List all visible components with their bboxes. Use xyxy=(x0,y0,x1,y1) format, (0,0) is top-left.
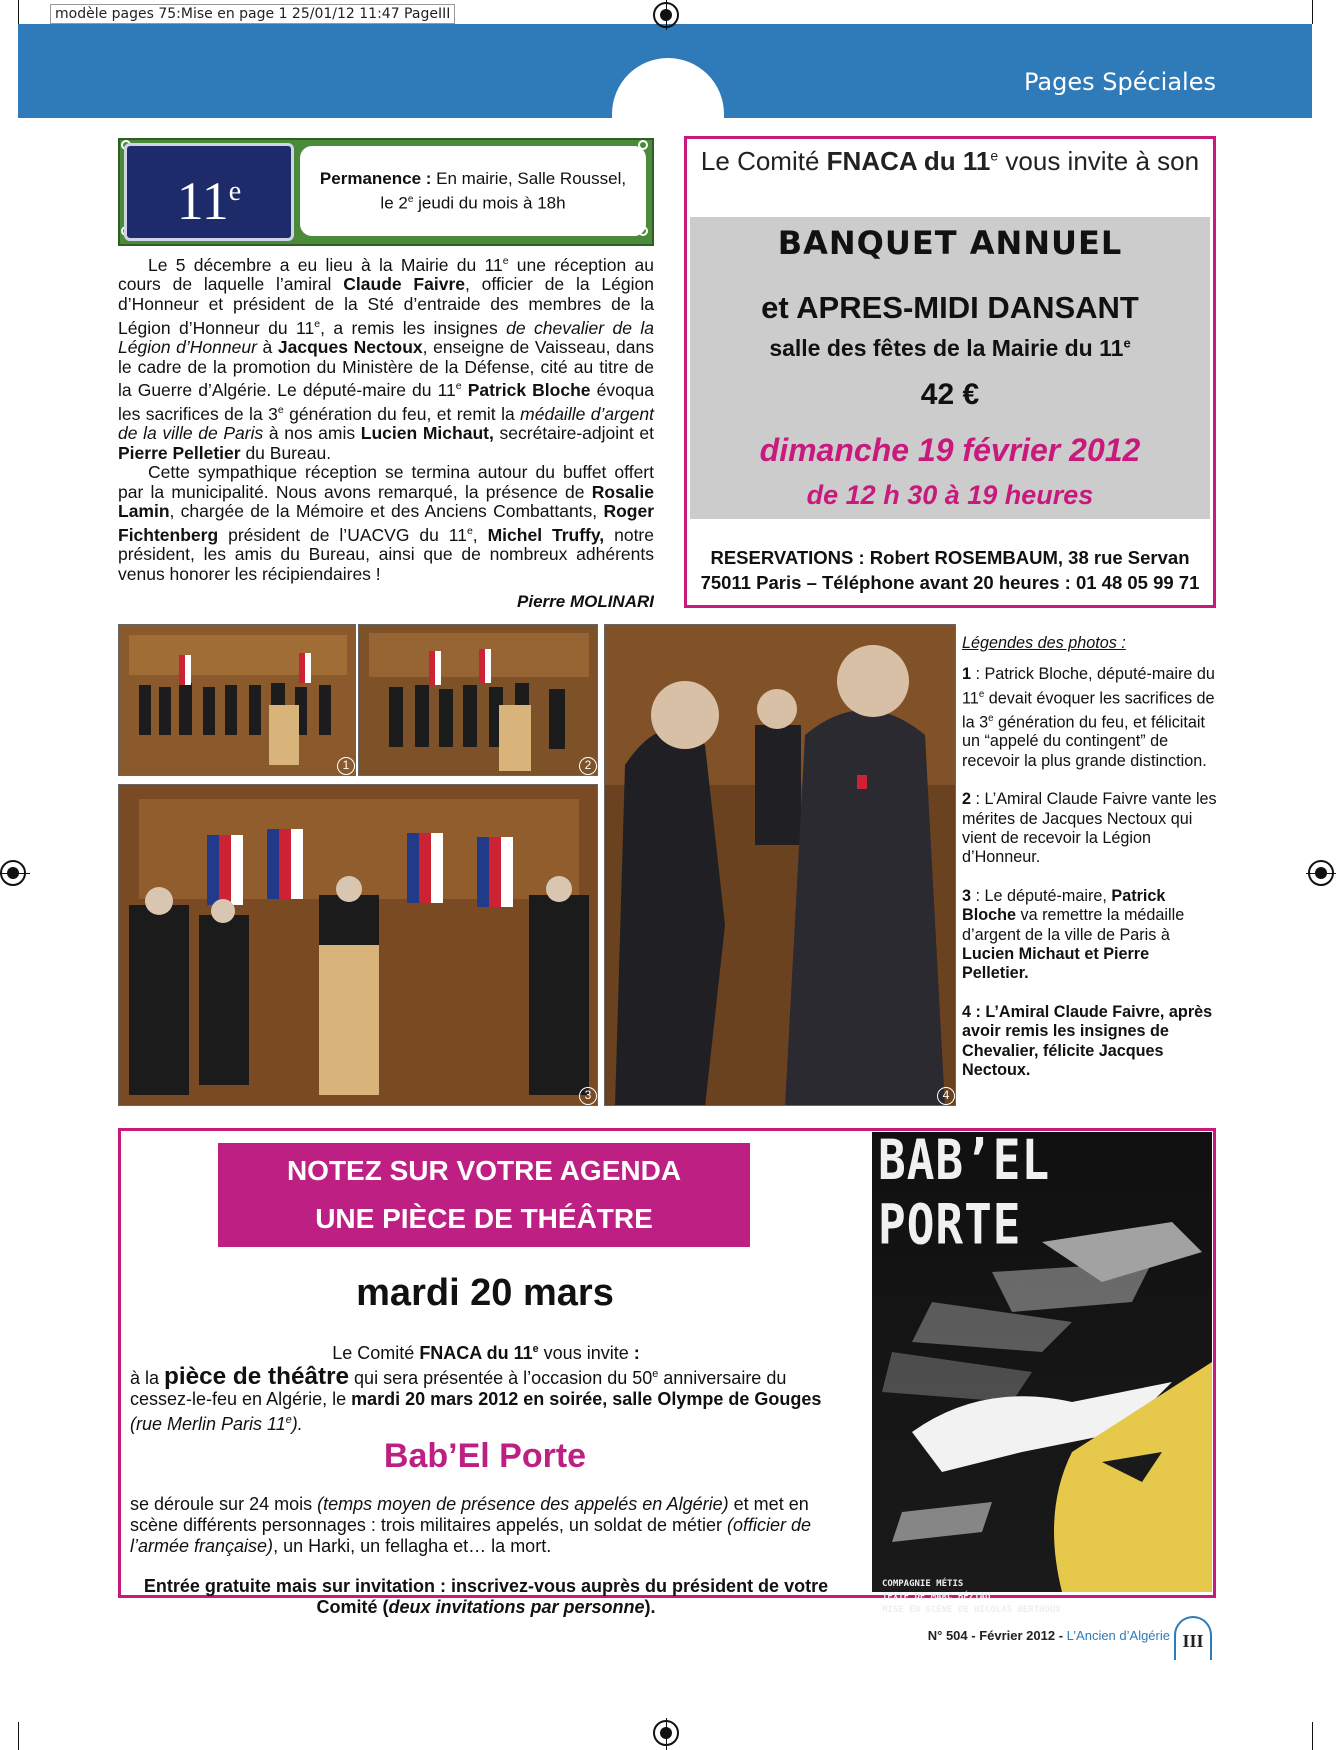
text-run: Cette sympathique réception se termina autour du buffet offert par la municipalité. Nous avons remarqué, la présence de xyxy=(118,462,654,502)
text-run: à la xyxy=(130,1368,165,1388)
photo-captions xyxy=(962,634,1220,1100)
text-run: une réception au cours de laquelle l’amiral xyxy=(118,254,654,295)
text-run: anniversaire du cessez-le-feu en Algérie, le xyxy=(130,1368,787,1409)
text-run: président de l’UACVG du 11 xyxy=(218,524,467,545)
banquet-subtitle: et APRES-MIDI DANSANT xyxy=(761,290,1139,325)
captions-heading: Légendes des photos : xyxy=(962,634,1126,652)
text-run: Rosalie Lamin xyxy=(118,481,654,522)
text-run: (temps moyen de présence des appelés en Algérie) xyxy=(317,1494,729,1514)
text-run: deux invitations par personne xyxy=(388,1597,645,1617)
agenda-banner: NOTEZ SUR VOTRE AGENDA UNE PIÈCE DE THÉÂTRE xyxy=(218,1143,750,1247)
crop-line xyxy=(18,0,19,24)
invite-body xyxy=(130,1364,842,1435)
text-run: e xyxy=(502,255,509,267)
text-run: , chargée de la Mémoire et des Anciens Combattants, xyxy=(169,501,604,522)
play-description xyxy=(130,1494,842,1557)
photo-1 xyxy=(118,624,356,776)
entry-note xyxy=(130,1576,842,1618)
photo-3-image xyxy=(119,785,598,1106)
text-run: ). xyxy=(291,1414,303,1434)
text-run: e xyxy=(466,525,473,538)
page-number: III xyxy=(1174,1616,1212,1660)
banquet-date: dimanche 19 février 2012 xyxy=(759,432,1141,468)
banquet-price: 42 € xyxy=(920,378,980,411)
agenda-invite xyxy=(130,1339,842,1435)
article-paragraph xyxy=(118,463,654,584)
text-run: génération du feu, et remit la xyxy=(283,403,521,424)
text-run: , enseigne de Vaisseau, dans le cadre de la promotion du Ministère de la Défense, cité au titre de la Guerre d’Algérie. Le député-maire du 11 xyxy=(118,337,654,401)
text-run: , officier de la Légion d’Honneur et président de la Sté d’entraide des membres de la Légion d’Honneur du 11 xyxy=(118,274,654,338)
caption-1 xyxy=(962,665,1220,771)
text-run: à nos amis xyxy=(263,423,361,444)
registration-mark-icon xyxy=(653,2,679,28)
photo-2 xyxy=(358,624,598,776)
text-run: Pierre Pelletier xyxy=(118,442,241,463)
photo-2-image xyxy=(359,625,598,776)
text-run: 3 xyxy=(962,886,972,905)
text-run: (officier de l’armée française) xyxy=(130,1515,812,1556)
permanence-place: En mairie, Salle Roussel, xyxy=(436,169,627,188)
text-run: Lucien Michaut, xyxy=(360,423,494,444)
text-run: notre président, les amis du Bureau, ainsi que de nombreux adhérents venus honorer les récipiendaires ! xyxy=(118,524,654,585)
text-run: Patrick Bloche xyxy=(962,886,1166,925)
text-run: Lucien Michaut et Pierre Pelletier. xyxy=(962,945,1150,983)
registration-mark-icon xyxy=(0,860,26,886)
photo-number-badge: 2 xyxy=(579,757,597,775)
banquet-reservations: RESERVATIONS : Robert ROSEMBAUM, 38 rue Servan 75011 Paris – Téléphone avant 20 heures : 01 48 05 99 71 xyxy=(700,547,1200,593)
photo-number-badge: 3 xyxy=(579,1087,597,1105)
text-run: pièce de théâtre xyxy=(164,1363,350,1390)
play-title: Bab’El Porte xyxy=(383,1437,587,1475)
permanence-label: Permanence : xyxy=(319,169,432,188)
text-run: Patrick Bloche xyxy=(467,380,591,401)
text-run: du Bureau. xyxy=(240,442,332,463)
photo-4-image xyxy=(605,625,956,1106)
registration-mark-icon xyxy=(1308,860,1334,886)
text-run: secrétaire-adjoint et xyxy=(493,423,654,444)
text-run: Le Comité xyxy=(332,1343,420,1363)
article-body xyxy=(118,252,654,585)
photo-4 xyxy=(604,624,956,1106)
agenda-date: mardi 20 mars xyxy=(356,1272,614,1314)
text-run: devait évoquer les sacrifices de la 3 xyxy=(962,689,1215,731)
text-run: : xyxy=(633,1343,640,1363)
text-run: vous invite xyxy=(538,1343,634,1363)
banquet-heading: Le Comité FNACA du 11e vous invite à son xyxy=(700,146,1200,176)
text-run: 1 xyxy=(962,665,972,684)
text-run: mardi 20 mars 2012 en soirée, salle Olympe de Gouges xyxy=(351,1389,822,1409)
footer-issue: N° 504 - Février 2012 - L’Ancien d’Algérie xyxy=(927,1628,1170,1643)
banquet-title: BANQUET ANNUEL xyxy=(777,224,1123,262)
crop-line xyxy=(1312,0,1313,24)
text-run: : L’Amiral Claude Faivre vante les mérites de Jacques Nectoux qui vient de recevoir la Légion d’Honneur. xyxy=(962,790,1217,867)
banquet-venue: salle des fêtes de la Mairie du 11e xyxy=(769,335,1131,361)
text-run: e xyxy=(455,380,462,393)
text-run: Entrée gratuite mais sur invitation : inscrivez-vous auprès du président de votre Comité ( xyxy=(143,1576,829,1617)
photo-number-badge: 1 xyxy=(337,757,355,775)
text-run: e xyxy=(988,712,994,724)
text-run: , a remis les insignes xyxy=(320,317,507,338)
permanence-info: Permanence : En mairie, Salle Roussel, le 2e jeudi du mois à 18h xyxy=(300,146,646,236)
registration-mark-icon xyxy=(653,1720,679,1746)
banquet-hours: de 12 h 30 à 19 heures xyxy=(806,480,1094,510)
text-run: à xyxy=(256,337,278,358)
text-run: 4 xyxy=(962,1002,972,1021)
text-run: : Patrick Bloche, député-maire du 11 xyxy=(962,665,1215,708)
text-run: 2 xyxy=(962,790,972,809)
text-run: qui sera présentée à l’occasion du 50 xyxy=(349,1368,653,1388)
text-run: Michel Truffy, xyxy=(487,524,605,545)
poster-title: BAB’EL PORTE xyxy=(878,1127,1051,1257)
district-number-sign: 11e xyxy=(124,143,294,241)
text-run: de chevalier de la Légion d’Honneur xyxy=(118,317,654,358)
invite-line xyxy=(130,1339,842,1364)
photo-3 xyxy=(118,784,598,1106)
caption-4 xyxy=(962,1003,1220,1081)
text-run: : L’Amiral Claude Faivre, après avoir remis les insignes de Chevalier, félicite Jacques Nectoux. xyxy=(962,1002,1213,1080)
text-run: , xyxy=(472,524,488,545)
article-paragraph xyxy=(118,252,654,463)
text-run: ). xyxy=(644,1597,656,1617)
text-run: FNACA du 11 xyxy=(419,1343,533,1363)
text-run: e xyxy=(532,1343,539,1355)
photo-1-image xyxy=(119,625,356,776)
text-run: Jacques Nectoux xyxy=(277,337,423,358)
article-signature: Pierre MOLINARI xyxy=(517,592,654,611)
photo-number-badge: 4 xyxy=(937,1087,955,1105)
text-run: : Le député-maire, xyxy=(971,886,1112,905)
text-run: Roger Fichtenberg xyxy=(118,501,654,545)
banquet-panel xyxy=(690,217,1210,519)
text-run: e xyxy=(314,317,321,330)
text-run: va remettre la médaille d’argent de la ville de Paris à xyxy=(962,906,1185,944)
text-run: Le 5 décembre a eu lieu à la Mairie du 11 xyxy=(148,254,503,275)
text-run: e xyxy=(277,403,284,416)
crop-line xyxy=(1312,1722,1313,1750)
poster-credits: COMPAGNIE MÉTIS TEXTE DE MARC BÉZIAU MISE EN SCÈNE DE NICOLAS BERTHOUX xyxy=(882,1579,1061,1615)
text-run: et met en scène différents personnages : trois militaires appelés, un soldat de métier xyxy=(130,1494,809,1535)
text-run: médaille d’argent de la ville de Paris xyxy=(118,403,654,444)
text-run: évoqua les sacrifices de la 3 xyxy=(118,380,654,424)
text-run: (rue Merlin Paris 11 xyxy=(130,1414,286,1434)
text-run: e xyxy=(978,688,985,700)
text-run: génération du feu, et félicitait un “appelé du contingent” de recevoir la plus grande distinction. xyxy=(962,713,1207,770)
text-run: , un Harki, un fellagha et… la mort. xyxy=(273,1536,552,1556)
caption-3 xyxy=(962,887,1220,984)
crop-line xyxy=(18,1722,19,1750)
printer-slug: modèle pages 75:Mise en page 1 25/01/12 11:47 PageIII xyxy=(50,4,455,24)
text-run: se déroule sur 24 mois xyxy=(130,1494,318,1514)
section-title: Pages Spéciales xyxy=(1024,68,1216,96)
text-run: e xyxy=(285,1414,292,1426)
text-run: e xyxy=(652,1368,659,1380)
text-run: Claude Faivre xyxy=(343,274,465,295)
caption-2 xyxy=(962,790,1220,868)
